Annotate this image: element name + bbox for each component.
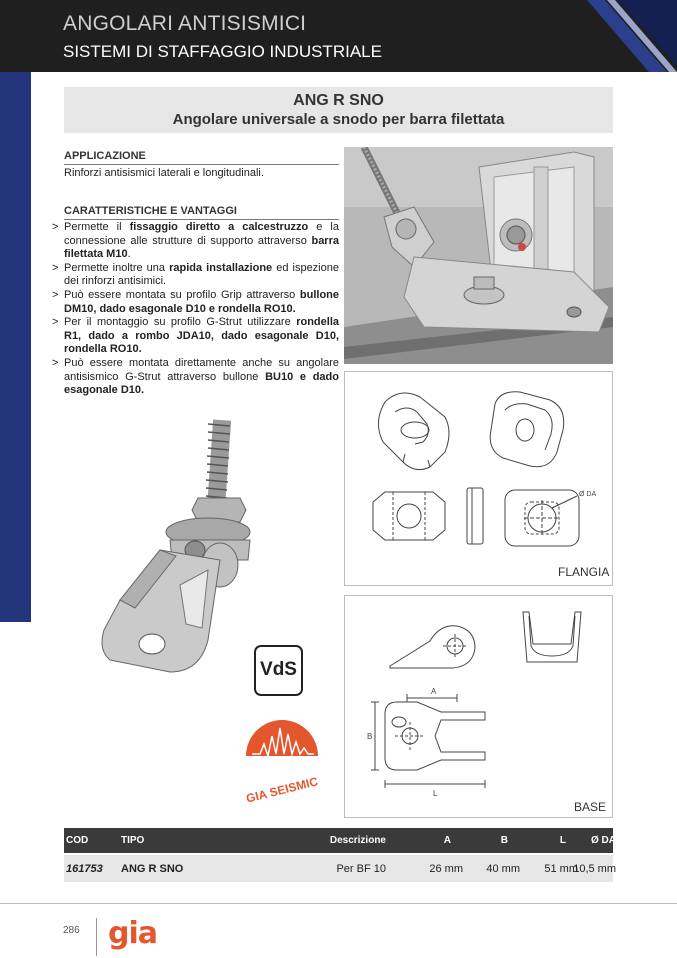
feature-item [52, 316, 339, 357]
installation-photo [344, 147, 613, 364]
feature-text: rondella R1, dado a rombo JDA10, dado esagonale D10, rondella RO10. [64, 316, 339, 356]
header-cod: COD [66, 835, 89, 846]
dim-l-label: L [433, 789, 438, 798]
dim-b-label: B [367, 732, 373, 741]
product-code-name: ANG R SNO [293, 92, 384, 109]
header-a: A [443, 835, 451, 846]
page-header [0, 0, 677, 72]
header-l: L [559, 835, 566, 846]
vds-certification-badge: VdS [254, 645, 303, 696]
application-text: Rinforzi antisismici laterali e longitudinali. [64, 167, 264, 179]
feature-text: . [127, 248, 131, 261]
base-label: BASE [574, 800, 607, 814]
feature-item [52, 221, 339, 262]
table-header [64, 828, 616, 853]
category-title: ANGOLARI ANTISISMICI [63, 12, 307, 35]
header-b: B [500, 835, 508, 846]
cell-cod: 161753 [66, 862, 103, 875]
header-descrizione: Descrizione [329, 835, 386, 846]
feature-text: Permette il [64, 221, 130, 233]
header-da: Ø DA [591, 835, 616, 846]
feature-text: fissaggio diretto a calcestruzzo [129, 221, 309, 233]
seismic-logo-text: GIA SEISMIC [244, 774, 320, 806]
subcategory-title: SISTEMI DI STAFFAGGIO INDUSTRIALE [63, 42, 382, 61]
features-heading: CARATTERISTICHE E VANTAGGI [64, 205, 339, 220]
feature-item [52, 357, 339, 398]
feature-item [52, 289, 339, 316]
cell-b: 40 mm [486, 862, 520, 875]
feature-text: BU10 e dado esagonale D10. [64, 370, 339, 397]
product-subtitle: Angolare universale a snodo per barra filettata [172, 111, 505, 128]
feature-text: barra filettata M10 [64, 234, 339, 261]
flangia-drawing [344, 371, 613, 586]
features-list [52, 221, 339, 398]
feature-text: ed ispezione dei rinforzi antisimici. [64, 261, 339, 288]
feature-text: bullone DM10, dado esagonale D10 e rondella RO10. [64, 288, 339, 315]
page-number: 286 [63, 925, 80, 936]
dim-da-label: Ø DA [579, 491, 597, 498]
cell-l: 51 mm [544, 862, 578, 875]
gia-seismic-logo [234, 718, 330, 810]
side-band [0, 72, 31, 622]
header-tipo: TIPO [121, 835, 145, 846]
cell-descrizione: Per BF 10 [336, 862, 386, 875]
feature-text: Per il montaggio su profilo G-Strut utilizzare [64, 316, 297, 329]
cell-tipo: ANG R SNO [121, 862, 184, 875]
feature-text: Può essere montata su profilo Grip attraverso [64, 288, 300, 301]
header-decoration [557, 0, 677, 72]
product-title-box [64, 87, 613, 133]
feature-text: Permette inoltre una [64, 261, 170, 274]
cell-da: 10,5 mm [573, 862, 616, 875]
feature-text: rapida installazione [169, 261, 273, 274]
application-heading: APPLICAZIONE [64, 150, 339, 165]
cell-a: 26 mm [429, 862, 463, 875]
footer-divider [0, 903, 677, 904]
feature-text: e la connessione alle strutture di supporto attraverso [64, 221, 339, 247]
gia-logo: gia [108, 916, 158, 951]
feature-text: Può essere montata direttamente anche su angolare antisismico G-Strut attraverso bullone [64, 356, 339, 383]
product-table [64, 828, 616, 882]
feature-item [52, 262, 339, 289]
footer-separator [96, 918, 97, 956]
flangia-label: FLANGIA [558, 565, 610, 579]
dim-a-label: A [431, 687, 437, 696]
table-row [64, 853, 616, 882]
base-drawing [344, 595, 613, 818]
